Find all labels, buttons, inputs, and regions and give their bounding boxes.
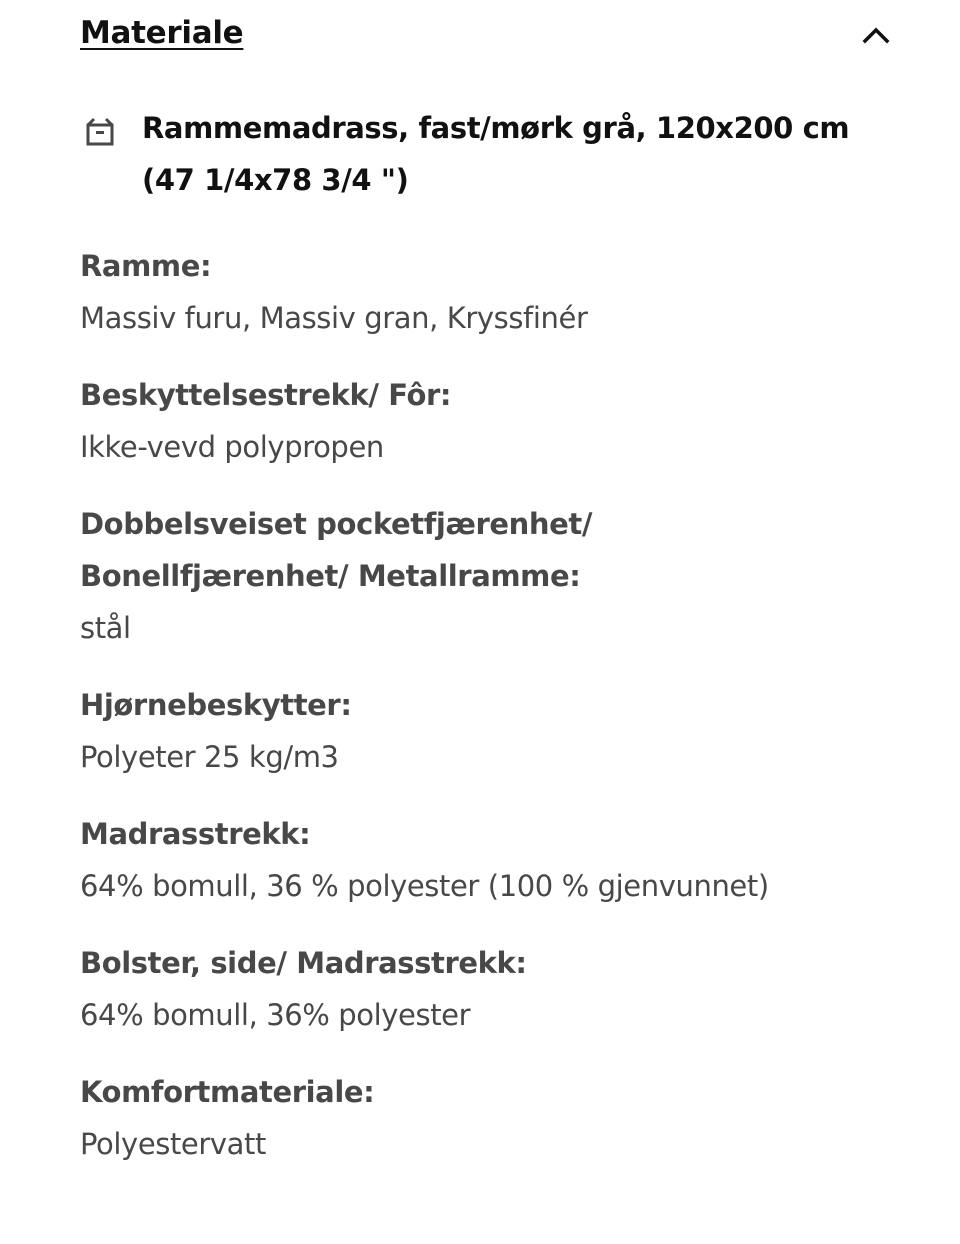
material-label: Madrasstrekk: [80,817,311,851]
material-label: Ramme: [80,249,212,283]
material-label: Komfortmateriale: [80,1075,375,1109]
accordion-header[interactable] [80,0,880,70]
material-item [80,1066,880,1170]
materials-list [80,240,880,1170]
product-name: Rammemadrass, fast/mørk grå, 120x200 cm (47 1/4x78 3/4 ") [142,111,850,197]
product-row [80,102,880,206]
package-box-icon [82,112,118,148]
material-item [80,808,880,912]
material-value: 64% bomull, 36% polyester [80,998,471,1032]
material-value: 64% bomull, 36 % polyester (100 % gjenvunnet) [80,869,769,903]
material-item [80,679,880,783]
material-value: Massiv furu, Massiv gran, Kryssfinér [80,301,588,335]
material-item [80,937,880,1041]
material-value: stål [80,611,131,645]
material-item [80,240,880,344]
material-value: Ikke-vevd polypropen [80,430,384,464]
chevron-up-icon[interactable] [858,17,894,53]
material-label: Hjørnebeskytter: [80,688,352,722]
material-item [80,369,880,473]
material-label: Dobbelsveiset pocketfjærenhet/ Bonellfjærenhet/ Metallramme: [80,507,593,593]
material-label: Beskyttelsestrekk/ Fôr: [80,378,452,412]
material-label: Bolster, side/ Madrasstrekk: [80,946,527,980]
material-value: Polyeter 25 kg/m3 [80,740,339,774]
section-title[interactable]: Materiale [80,15,244,51]
material-item [80,498,880,654]
material-value: Polyestervatt [80,1127,266,1161]
